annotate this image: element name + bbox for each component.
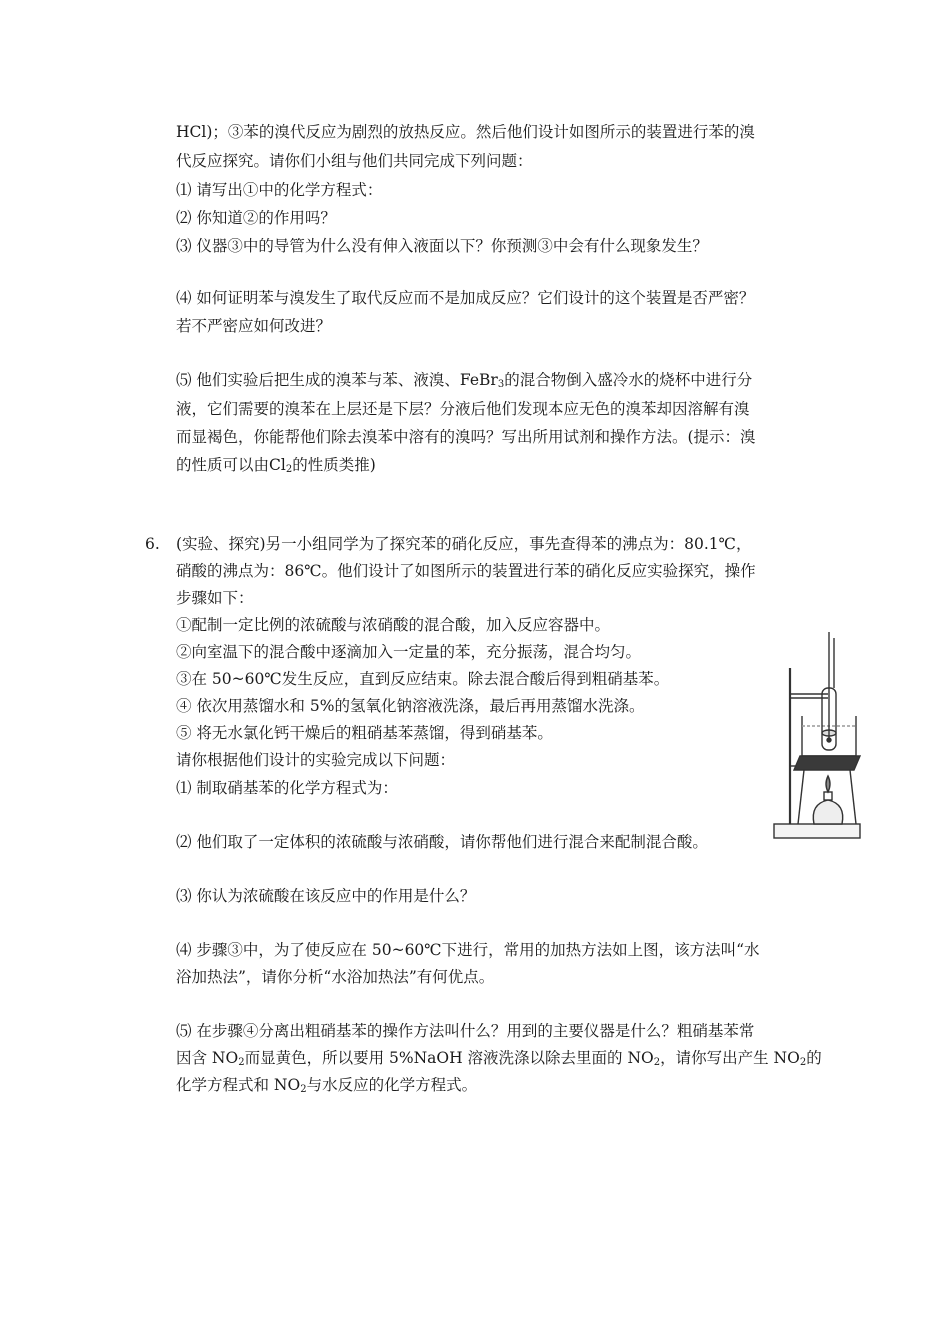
s5-q5-line4: 的性质可以由$Cl_2$的性质类推) bbox=[176, 456, 376, 475]
s5-q5-line1: ⑸ 他们实验后把生成的溴苯与苯、液溴、FeBr$_3$的混合物倒入盛冷水的烧杯中进行分 bbox=[176, 371, 753, 390]
q6-q4-line2: 浴加热法”，请你分析“水浴加热法”有何优点。 bbox=[176, 968, 495, 986]
q6-intro3: 步骤如下： bbox=[176, 589, 254, 607]
q6-q5-line1: ⑸ 在步骤④分离出粗硝基苯的操作方法叫什么？用到的主要仪器是什么？粗硝基苯常 bbox=[176, 1022, 755, 1040]
s5-q5-line3: 而显褐色，你能帮他们除去溴苯中溶有的溴吗？写出所用试剂和操作方法。(提示：溴 bbox=[176, 428, 756, 446]
q6-q2: ⑵ 他们取了一定体积的浓硫酸与浓硝酸，请你帮他们进行混合来配制混合酸。 bbox=[176, 833, 708, 851]
water-bath-apparatus-icon bbox=[770, 628, 866, 852]
q6-q1: ⑴ 制取硝基苯的化学方程式为： bbox=[176, 779, 398, 797]
s5-q1: ⑴ 请写出①中的化学方程式： bbox=[176, 181, 383, 199]
q6-number: 6. bbox=[145, 535, 160, 553]
s5-line2: 代反应探究。请你们小组与他们共同完成下列问题： bbox=[176, 152, 533, 170]
q6-intro1: (实验、探究)另一小组同学为了探究苯的硝化反应，事先查得苯的沸点为：80.1℃， bbox=[176, 535, 752, 553]
s5-q5-line2: 液，它们需要的溴苯在上层还是下层？分液后他们发现本应无色的溴苯却因溶解有溴 bbox=[176, 400, 750, 418]
s5-q4-line2: 若不严密应如何改进？ bbox=[176, 317, 332, 335]
q6-step5: ⑤ 将无水氯化钙干燥后的粗硝基苯蒸馏，得到硝基苯。 bbox=[176, 724, 553, 742]
q6-q4-line1: ⑷ 步骤③中，为了使反应在 50~60℃下进行，常用的加热方法如上图，该方法叫“水 bbox=[176, 941, 760, 959]
q6-intro2: 硝酸的沸点为：86℃。他们设计了如图所示的装置进行苯的硝化反应实验探究，操作 bbox=[176, 562, 756, 580]
q6-step3: ③在 50~60℃发生反应，直到反应结束。除去混合酸后得到粗硝基苯。 bbox=[176, 670, 670, 688]
s5-line1: HCl)；③苯的溴代反应为剧烈的放热反应。然后他们设计如图所示的装置进行苯的溴 bbox=[176, 123, 755, 141]
q6-step4: ④ 依次用蒸馏水和 5%的氢氧化钠溶液洗涤，最后再用蒸馏水洗涤。 bbox=[176, 697, 645, 715]
s5-q2: ⑵ 你知道②的作用吗？ bbox=[176, 209, 336, 227]
s5-q4-line1: ⑷ 如何证明苯与溴发生了取代反应而不是加成反应？它们设计的这个装置是否严密？ bbox=[176, 289, 755, 307]
s5-q3: ⑶ 仪器③中的导管为什么没有伸入液面以下？你预测③中会有什么现象发生？ bbox=[176, 237, 708, 255]
q6-q3: ⑶ 你认为浓硫酸在该反应中的作用是什么？ bbox=[176, 887, 476, 905]
q6-prompt: 请你根据他们设计的实验完成以下问题： bbox=[176, 751, 456, 769]
q6-q5-line2: 因含 $NO_2$而显黄色，所以要用 5%NaOH 溶液洗涤以除去里面的 $NO_2$，请你写出产生 $NO_2$的 bbox=[176, 1049, 822, 1068]
q6-step1: ①配制一定比例的浓硫酸与浓硝酸的混合酸，加入反应容器中。 bbox=[176, 616, 611, 634]
q6-step2: ②向室温下的混合酸中逐滴加入一定量的苯，充分振荡，混合均匀。 bbox=[176, 643, 642, 661]
q6-q5-line3: 化学方程式和 $NO_2$与水反应的化学方程式。 bbox=[176, 1076, 478, 1095]
